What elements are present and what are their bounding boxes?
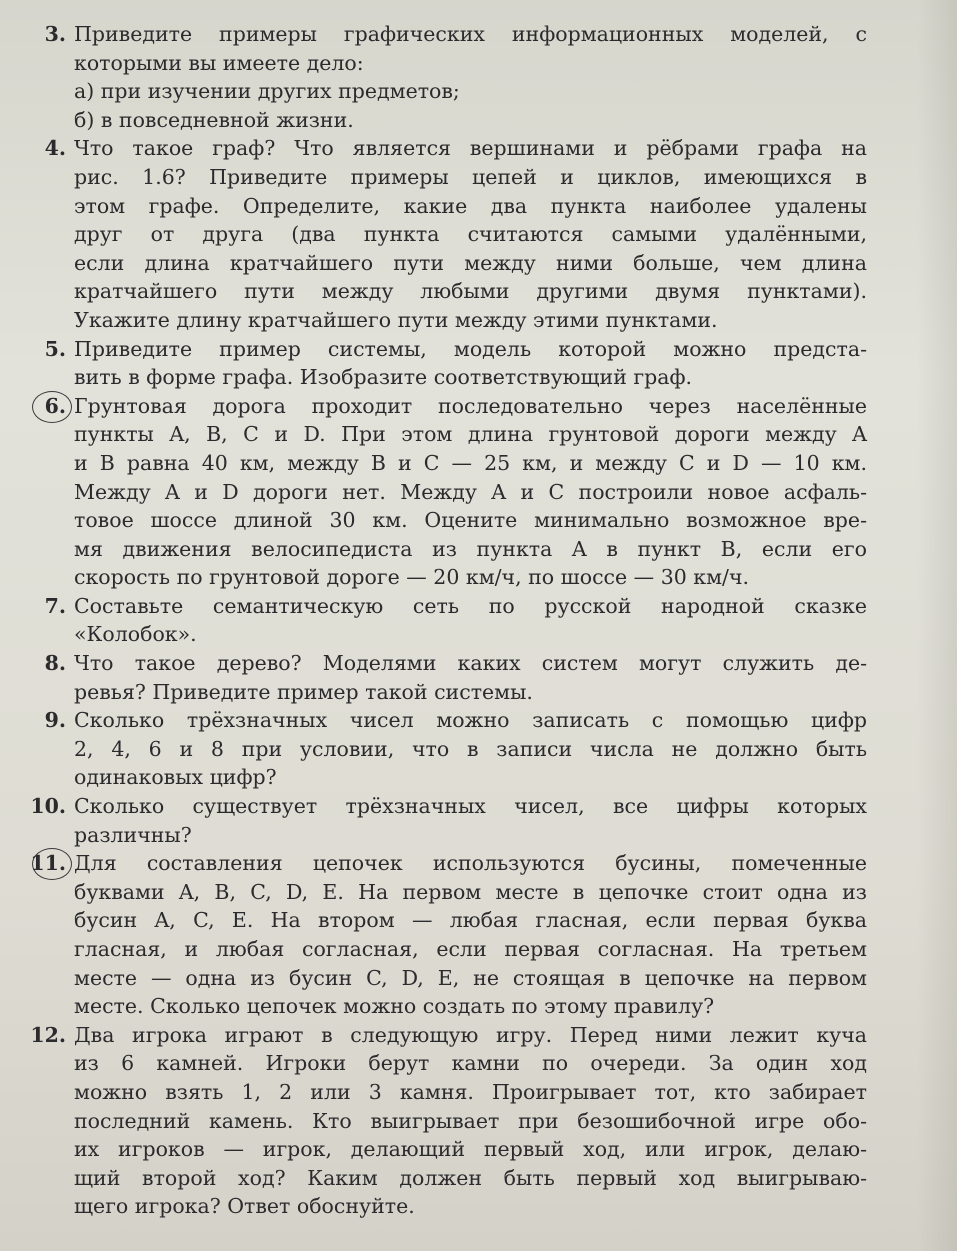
exercise-number: 5. — [44, 336, 66, 361]
circled-exercise-number: 6. — [22, 392, 66, 421]
exercise-text-line: из 6 камней. Игроки берут камни по очереди. За один ход — [74, 1051, 867, 1076]
exercise-text-line: щий второй ход? Каким должен быть первый ход выигрываю- — [74, 1165, 867, 1190]
exercise-item — [22, 1021, 867, 1221]
exercise-item — [22, 792, 867, 849]
exercise-number: 9. — [44, 708, 66, 733]
exercise-number: 3. — [44, 22, 66, 46]
exercise-item — [22, 649, 867, 706]
exercise-item — [22, 20, 867, 134]
exercise-text-line: Два игрока играют в следующую игру. Перед ними лежит куча — [74, 1022, 867, 1047]
exercise-text-line: кратчайшего пути между любыми другими двумя пунктами). — [74, 279, 867, 304]
exercise-text-line: мя движения велосипедиста из пункта A в пункт B, если его — [74, 536, 867, 561]
exercise-text-line: Укажите длину кратчайшего пути между этими пунктами. — [74, 307, 718, 332]
exercise-text-line: Сколько существует трёхзначных чисел, все цифры которых — [74, 794, 867, 819]
exercise-text-line: ревья? Приведите пример такой системы. — [74, 679, 533, 704]
exercise-item — [22, 335, 867, 392]
exercise-item — [22, 134, 867, 334]
exercise-text-line: Что такое дерево? Моделями каких систем могут служить де- — [74, 651, 867, 676]
exercise-text-line: гласная, и любая согласная, если первая согласная. На третьем — [74, 937, 867, 961]
exercise-list — [22, 20, 867, 1221]
exercise-text-line: а) при изучении других предметов; — [74, 79, 460, 104]
page-edge-shadow — [917, 0, 957, 1251]
exercise-text-line: последний камень. Кто выигрывает при безошибочной игре обо- — [74, 1108, 867, 1133]
exercise-item — [22, 706, 867, 792]
exercise-text-line: бусин A, C, E. На втором — любая гласная, если первая буква — [74, 908, 867, 933]
exercise-number: 4. — [44, 136, 66, 161]
exercise-item — [22, 592, 867, 649]
exercise-text-line: Приведите примеры графических информационных моделей, с — [74, 22, 867, 46]
exercise-text-line: вить в форме графа. Изобразите соответствующий граф. — [74, 365, 693, 390]
exercise-item — [22, 392, 867, 592]
exercise-text-line: и B равна 40 км, между B и C — 25 км, и между C и D — 10 км. — [74, 450, 867, 475]
exercise-text-line: б) в повседневной жизни. — [74, 107, 354, 132]
exercise-number: 12. — [30, 1022, 66, 1047]
exercise-text-line: пункты A, B, C и D. При этом длина грунтовой дороги между A — [74, 422, 867, 447]
exercise-text-line: Сколько трёхзначных чисел можно записать с помощью цифр — [74, 708, 867, 733]
exercise-text-line: их игроков — игрок, делающий первый ход, или игрок, делаю- — [74, 1137, 867, 1162]
exercise-item — [22, 849, 867, 1021]
exercise-text-line: Составьте семантическую сеть по русской народной сказке — [74, 593, 867, 618]
exercise-text-line: скорость по грунтовой дороге — 20 км/ч, по шоссе — 30 км/ч. — [74, 565, 750, 590]
exercise-number: 7. — [44, 593, 66, 618]
circled-exercise-number: 11. — [22, 849, 66, 878]
exercise-text-line: различны? — [74, 822, 192, 847]
exercise-number: 8. — [44, 651, 66, 676]
exercise-text-line: Грунтовая дорога проходит последовательно через населённые — [74, 393, 867, 418]
exercise-text-line: 2, 4, 6 и 8 при условии, что в записи числа не должно быть — [74, 736, 867, 761]
exercise-text-line: месте — одна из бусин C, D, E, не стоящая в цепочке на первом — [74, 965, 867, 990]
exercise-text-line: если длина кратчайшего пути между ними больше, чем длина — [74, 250, 867, 275]
exercise-text-line: одинаковых цифр? — [74, 765, 277, 790]
exercise-text-line: Для составления цепочек используются бусины, помеченные — [74, 851, 867, 876]
exercise-text-line: можно взять 1, 2 или 3 камня. Проигрывает тот, кто забирает — [74, 1079, 867, 1104]
exercise-text-line: товое шоссе длиной 30 км. Оцените минимально возможное вре- — [74, 508, 867, 533]
exercise-text-line: «Колобок». — [74, 622, 197, 647]
exercise-text-line: этом графе. Определите, какие два пункта наиболее удалены — [74, 193, 867, 218]
exercise-text-line: Что такое граф? Что является вершинами и рёбрами графа на — [74, 136, 867, 161]
exercise-text-line: Между A и D дороги нет. Между A и C построили новое асфаль- — [74, 479, 867, 504]
exercise-text-line: друг от друга (два пункта считаются самыми удалёнными, — [74, 222, 867, 247]
exercise-text-line: месте. Сколько цепочек можно создать по этому правилу? — [74, 994, 715, 1019]
exercise-text-line: щего игрока? Ответ обоснуйте. — [74, 1194, 415, 1219]
exercise-text-line: рис. 1.6? Приведите примеры цепей и циклов, имеющихся в — [74, 164, 867, 189]
exercise-text-line: которыми вы имеете дело: — [74, 50, 364, 75]
exercise-number: 10. — [30, 794, 66, 819]
exercise-text-line: буквами A, B, C, D, E. На первом месте в цепочке стоит одна из — [74, 879, 867, 904]
exercise-text-line: Приведите пример системы, модель которой можно предста- — [74, 336, 867, 361]
